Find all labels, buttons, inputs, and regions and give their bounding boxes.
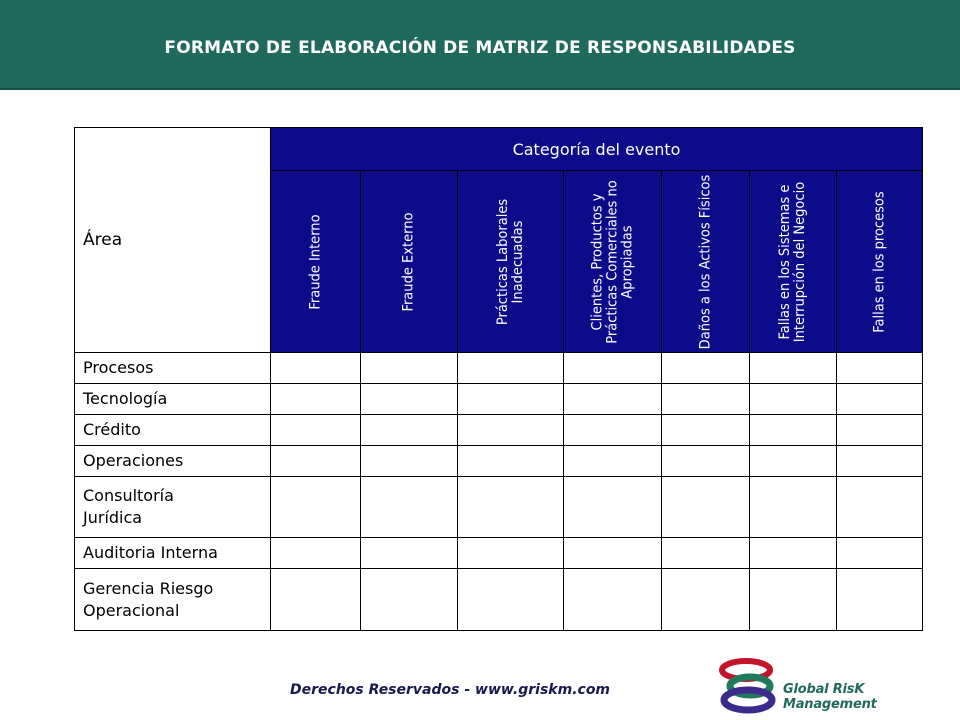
title-bar	[0, 0, 960, 90]
matrix-cell[interactable]	[458, 538, 564, 569]
matrix-cell[interactable]	[662, 384, 750, 415]
table-row	[75, 446, 923, 477]
swirl-logo-icon	[714, 656, 784, 714]
table-row	[75, 538, 923, 569]
row-label: Consultoría Jurídica	[75, 477, 271, 538]
column-header-label: Fallas en los Sistemas e Interrupción del Negocio	[777, 181, 808, 342]
matrix-cell[interactable]	[662, 353, 750, 384]
matrix-cell[interactable]	[458, 477, 564, 538]
matrix-cell[interactable]	[361, 569, 458, 631]
area-header: Área	[75, 128, 271, 353]
row-label: Gerencia Riesgo Operacional	[75, 569, 271, 631]
row-label: Operaciones	[75, 446, 271, 477]
matrix-cell[interactable]	[564, 446, 662, 477]
matrix-cell[interactable]	[564, 353, 662, 384]
matrix-cell[interactable]	[361, 477, 458, 538]
table-row	[75, 415, 923, 446]
column-header	[837, 171, 923, 353]
matrix-cell[interactable]	[271, 446, 361, 477]
matrix-cell[interactable]	[662, 446, 750, 477]
matrix-cell[interactable]	[361, 384, 458, 415]
matrix-cell[interactable]	[361, 538, 458, 569]
matrix-cell[interactable]	[361, 353, 458, 384]
matrix-cell[interactable]	[361, 415, 458, 446]
row-label: Procesos	[75, 353, 271, 384]
matrix-cell[interactable]	[662, 415, 750, 446]
row-label: Crédito	[75, 415, 271, 446]
matrix-cell[interactable]	[458, 415, 564, 446]
matrix-cell[interactable]	[564, 538, 662, 569]
matrix-cell[interactable]	[361, 446, 458, 477]
matrix-cell[interactable]	[564, 415, 662, 446]
column-header-label: Prácticas Laborales Inadecuadas	[494, 198, 526, 325]
matrix-cell[interactable]	[750, 415, 837, 446]
matrix-cell[interactable]	[271, 569, 361, 631]
column-header-label: Clientes, Productos y Prácticas Comerciales no Apropiadas	[589, 179, 635, 344]
matrix-cell[interactable]	[837, 384, 923, 415]
matrix-cell[interactable]	[271, 415, 361, 446]
matrix-cell[interactable]	[662, 569, 750, 631]
matrix-cell[interactable]	[458, 446, 564, 477]
matrix-cell[interactable]	[750, 538, 837, 569]
row-label: Auditoria Interna	[75, 538, 271, 569]
matrix-cell[interactable]	[662, 477, 750, 538]
matrix-cell[interactable]	[458, 569, 564, 631]
matrix-cell[interactable]	[564, 569, 662, 631]
table-row	[75, 353, 923, 384]
table-row	[75, 569, 923, 631]
matrix-cell[interactable]	[750, 569, 837, 631]
matrix-cell[interactable]	[271, 384, 361, 415]
matrix-cell[interactable]	[837, 569, 923, 631]
table-row	[75, 384, 923, 415]
matrix-cell[interactable]	[564, 477, 662, 538]
matrix-cell[interactable]	[458, 353, 564, 384]
column-header-label: Fraude Externo	[400, 212, 417, 311]
matrix-cell[interactable]	[564, 384, 662, 415]
column-header	[564, 171, 662, 353]
column-header	[750, 171, 837, 353]
matrix-cell[interactable]	[837, 538, 923, 569]
row-label: Tecnología	[75, 384, 271, 415]
matrix-cell[interactable]	[750, 446, 837, 477]
matrix-cell[interactable]	[750, 477, 837, 538]
matrix-cell[interactable]	[271, 353, 361, 384]
matrix-cell[interactable]	[458, 384, 564, 415]
matrix-cell[interactable]	[750, 384, 837, 415]
matrix-cell[interactable]	[271, 477, 361, 538]
column-header-label: Fallas en los procesos	[871, 190, 887, 333]
responsibility-matrix	[74, 127, 923, 631]
column-header	[361, 171, 458, 353]
matrix-cell[interactable]	[662, 538, 750, 569]
matrix-cell[interactable]	[837, 446, 923, 477]
column-header-label: Fraude Interno	[307, 213, 323, 310]
table-row	[75, 477, 923, 538]
matrix-cell[interactable]	[837, 353, 923, 384]
matrix-cell[interactable]	[837, 415, 923, 446]
page-title: FORMATO DE ELABORACIÓN DE MATRIZ DE RESPONSABILIDADES	[164, 38, 796, 58]
company-logo-text: Global RisK Management	[783, 682, 877, 712]
category-header: Categoría del evento	[271, 128, 923, 171]
matrix-cell[interactable]	[750, 353, 837, 384]
matrix-cell[interactable]	[837, 477, 923, 538]
column-header-label: Daños a los Activos Físicos	[697, 174, 713, 349]
column-header	[662, 171, 750, 353]
copyright-text: Derechos Reservados - www.griskm.com	[290, 682, 611, 698]
matrix-cell[interactable]	[271, 538, 361, 569]
column-header	[271, 171, 361, 353]
column-header	[458, 171, 564, 353]
